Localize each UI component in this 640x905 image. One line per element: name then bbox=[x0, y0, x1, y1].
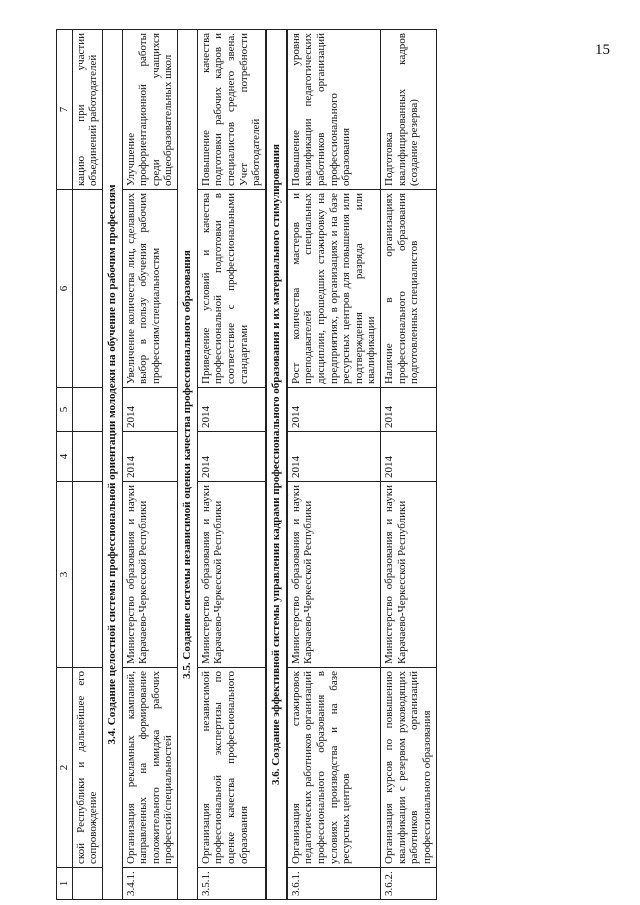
executor-cell: Министерство образования и науки Карачаево-Черкесской Республики bbox=[381, 482, 437, 668]
table-cell bbox=[72, 388, 102, 432]
executor-cell: Министерство образования и науки Карачаево-Черкесской Республики bbox=[197, 482, 266, 668]
result-cell: Повышение качества подготовки рабочих кадров и специалистов среднего звена. Учет потребности работодателей bbox=[197, 30, 266, 190]
measure-cell: Организация независимой профессиональной экспертизы по оценке качества профессионального образования bbox=[197, 668, 266, 868]
start-year-cell: 2014 bbox=[381, 432, 437, 482]
result-cell: Подготовка квалифицированных кадров (создание резерва) bbox=[381, 30, 437, 190]
measure-cell: Организация стажировок педагогических работников организаций профессионального образования в условиях производства и на базе ресурсных центров bbox=[287, 668, 381, 868]
section-heading-row bbox=[102, 30, 122, 900]
end-year-cell: 2014 bbox=[381, 388, 437, 432]
table-cell bbox=[72, 432, 102, 482]
result-cell: кацию при участии объединений работодателей bbox=[72, 30, 102, 190]
result-cell: Повышение уровня квалификации педагогических работников организаций профессионального образования bbox=[287, 30, 381, 190]
column-number: 2 bbox=[57, 668, 73, 868]
executor-cell: Министерство образования и науки Карачаево-Черкесской Республики bbox=[122, 482, 178, 668]
rotated-page-content bbox=[56, 30, 616, 900]
column-number: 6 bbox=[57, 190, 73, 388]
table-row bbox=[381, 30, 437, 900]
start-year-cell: 2014 bbox=[287, 432, 381, 482]
section-title: 3.6. Создание эффективной системы управления кадрами профессионального образования и их материального стимулирования bbox=[266, 30, 287, 900]
measure-cell: Организация рекламных кампаний, направленных на формирование положительного имиджа рабочих профессий/специальностей bbox=[122, 668, 178, 868]
row-number: 3.5.1. bbox=[197, 868, 266, 900]
column-number: 5 bbox=[57, 388, 73, 432]
measure-cell: Организация курсов по повышению квалификации с резервом руководящих работников организаций профессионального образования bbox=[381, 668, 437, 868]
indicator-cell: Увеличение количества лиц, сделавших выбор в пользу обучения рабочим профессиям/специальностям bbox=[122, 190, 178, 388]
section-title: 3.4. Создание целостной системы профессиональной ориентации молодежи на обучение по рабочим профессиям bbox=[102, 30, 122, 900]
result-cell: Улучшение профориентационной работы среди учащихся общеобразовательных школ bbox=[122, 30, 178, 190]
section-heading-row bbox=[178, 30, 198, 900]
indicator-cell: Наличие в организациях профессионального образования подготовленных специалистов bbox=[381, 190, 437, 388]
section-title: 3.5. Создание системы независимой оценки качества профессионального образования bbox=[178, 30, 198, 900]
column-number: 3 bbox=[57, 482, 73, 668]
executor-cell: Министерство образования и науки Карачаево-Черкесской Республики bbox=[287, 482, 381, 668]
column-number: 7 bbox=[57, 30, 73, 190]
table-cell bbox=[72, 190, 102, 388]
start-year-cell: 2014 bbox=[197, 432, 266, 482]
indicator-cell: Приведение условий и качества профессиональной подготовки в соответствие с профессиональными стандартами bbox=[197, 190, 266, 388]
row-number: 3.6.2. bbox=[381, 868, 437, 900]
end-year-cell: 2014 bbox=[122, 388, 178, 432]
column-number: 1 bbox=[57, 868, 73, 900]
start-year-cell: 2014 bbox=[122, 432, 178, 482]
page-number: 15 bbox=[595, 42, 610, 58]
column-number-row bbox=[57, 30, 73, 900]
table-row bbox=[287, 30, 381, 900]
table-row bbox=[122, 30, 178, 900]
row-number: 3.6.1. bbox=[287, 868, 381, 900]
end-year-cell: 2014 bbox=[197, 388, 266, 432]
end-year-cell: 2014 bbox=[287, 388, 381, 432]
continuation-row bbox=[72, 30, 102, 900]
column-number: 4 bbox=[57, 432, 73, 482]
section-heading-row bbox=[266, 30, 287, 900]
measures-table bbox=[56, 29, 437, 900]
row-number: 3.4.1. bbox=[122, 868, 178, 900]
table-row bbox=[197, 30, 266, 900]
measure-cell: ской Республики и дальнейшее его сопровождение bbox=[72, 668, 102, 868]
indicator-cell: Рост количества мастеров и преподавателей специальных дисциплин, прошедших стажировку на предприятиях, в организациях и на базе ресурсных центров для повышения или подтверждения разряда или квалификации bbox=[287, 190, 381, 388]
table-cell bbox=[72, 868, 102, 900]
table-cell bbox=[72, 482, 102, 668]
